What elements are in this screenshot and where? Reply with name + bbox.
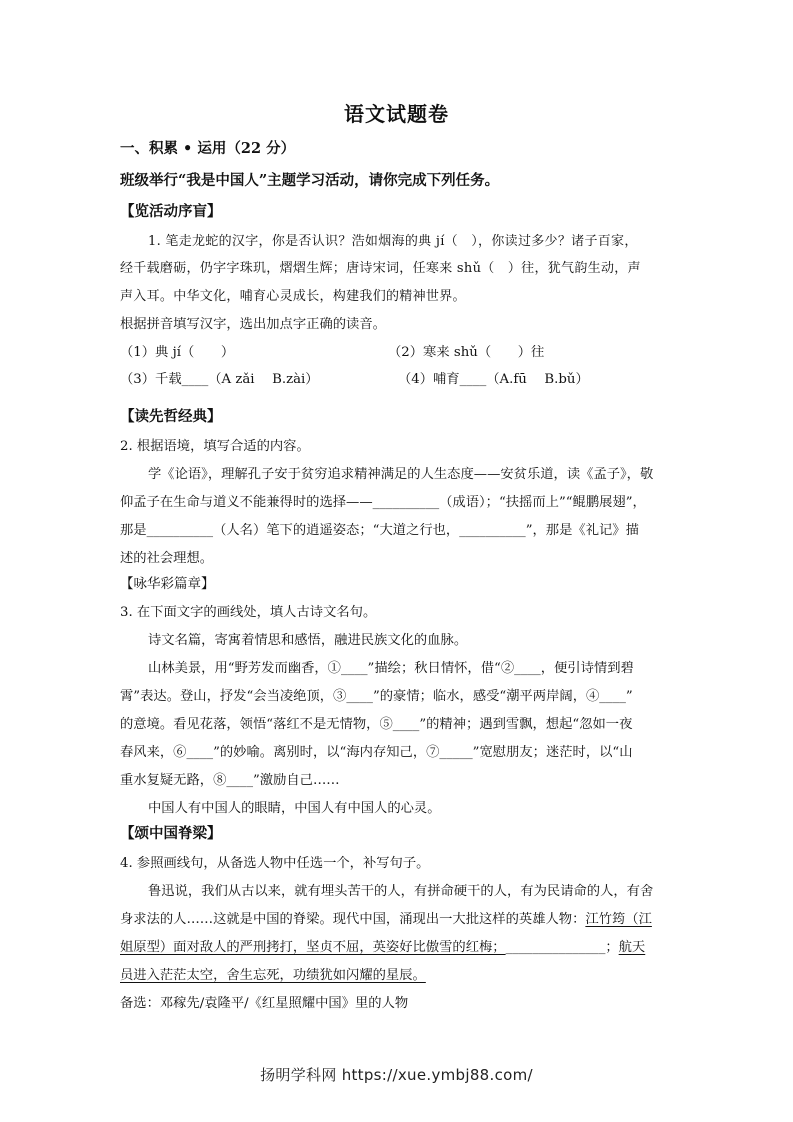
part3-text-line: 的意境。看见花落，领悟“落红不是无情物，⑤____”的精神；遇到雪飘，想起“忽如一夜 bbox=[120, 717, 633, 732]
part3-text-line: 霄”表达。登山，抒发“会当凌绝顶，③____”的豪情；临水，感受“潮平两岸阔，④____” bbox=[120, 689, 633, 704]
part2-text-line: 仰孟子在生命与道义不能兼得时的选择——__________（成语）；“扶摇而上”“鲲鹏展翅”， bbox=[120, 495, 646, 510]
underlined-example: 姐原型）面对敌人的严刑拷打，坚贞不屈，英姿好比傲雪的红梅； bbox=[120, 940, 506, 955]
part1-passage-line: 声入耳。中华文化，哺育心灵成长，构建我们的精神世界。 bbox=[120, 289, 466, 304]
question-1-2: （2）寒来 shǔ（ ）往 bbox=[388, 345, 545, 360]
part2-text-line: 述的社会理想。 bbox=[120, 551, 214, 566]
part3-text-line: 诗文名篇，寄寓着情思和感悟，融进民族文化的血脉。 bbox=[148, 633, 468, 648]
part1-heading: 【览活动序盲】 bbox=[120, 203, 222, 220]
intro-text: 班级举行“我是中国人”主题学习活动，请你完成下列任务。 bbox=[120, 172, 500, 189]
footer-watermark: 扬明学科网 https://xue.ymbj88.com/ bbox=[260, 1066, 533, 1084]
underlined-example: 江竹筠（江 bbox=[585, 912, 652, 927]
part2-text-line: 学《论语》，理解孔子安于贫穷追求精神满足的人生态度——安贫乐道，读《孟子》，敬 bbox=[148, 467, 654, 482]
answer-blank[interactable]: _______________； bbox=[505, 940, 619, 955]
part3-text-line: 山林美景，用“野芳发而幽香，①____”描绘；秋日情怀，借“②____，便引诗情到碧 bbox=[148, 661, 634, 676]
part3-text-line: 中国人有中国人的眼睛，中国人有中国人的心灵。 bbox=[148, 801, 441, 816]
part4-options: 备选：邓稼先/袁隆平/《红星照耀中国》里的人物 bbox=[120, 996, 409, 1011]
part3-text-line: 春风来，⑥____”的妙喻。离别时，以“海内存知己，⑦_____”宽慰朋友；迷茫时，以“山 bbox=[120, 745, 633, 760]
part3-question: 3. 在下面文字的画线处，填人古诗文名句。 bbox=[120, 605, 377, 620]
question-1-1: （1）典 jí（ ） bbox=[120, 345, 235, 360]
part4-text-line bbox=[120, 941, 645, 954]
part4-heading: 【颂中国脊梁】 bbox=[120, 825, 222, 842]
part3-text-line: 重水复疑无路，⑧____”激励自己…… bbox=[120, 773, 340, 788]
part4-text-line: 鲁迅说，我们从古以来，就有埋头苦干的人，有拼命硬干的人，有为民请命的人，有舍 bbox=[148, 884, 654, 899]
part1-passage-line: 1. 笔走龙蛇的汉字，你是否认识？浩如烟海的典 jí（ ），你读过多少？诸子百家， bbox=[148, 234, 638, 249]
section-header: 一、积累 • 运用（22 分） bbox=[120, 140, 296, 157]
part1-passage-line: 经千载磨砺，仍字字珠玑，熠熠生辉；唐诗宋词，任寒来 shǔ（ ）往，犹气韵生动，声 bbox=[120, 261, 641, 276]
page-title: 语文试题卷 bbox=[344, 102, 449, 126]
part1-instruction: 根据拼音填写汉字，选出加点字正确的读音。 bbox=[120, 317, 386, 332]
underlined-example: 员进入茫茫太空，舍生忘死，功绩犹如闪耀的星辰。 bbox=[120, 968, 426, 983]
underlined-example: 航天 bbox=[618, 940, 646, 955]
part2-question: 2. 根据语境，填写合适的内容。 bbox=[120, 439, 310, 454]
part2-heading: 【读先哲经典】 bbox=[120, 408, 222, 425]
part4-text-line bbox=[120, 969, 426, 982]
part3-heading: 【咏华彩篇章】 bbox=[120, 576, 215, 592]
part4-text-segment: 身求法的人……这就是中国的脊梁。现代中国，涌现出一大批这样的英雄人物： bbox=[120, 912, 586, 927]
question-1-4: （4）哺育____（A.fū B.bǔ） bbox=[398, 372, 589, 387]
part2-text-line: 那是__________（人名）笔下的逍遥姿态；“大道之行也，__________”，那是《礼记》描 bbox=[120, 523, 639, 538]
part4-text-line bbox=[120, 913, 652, 926]
part4-question: 4. 参照画线句，从备选人物中任选一个，补写句子。 bbox=[120, 856, 430, 871]
question-1-3: （3）千载____（A zǎi B.zài） bbox=[120, 372, 319, 387]
